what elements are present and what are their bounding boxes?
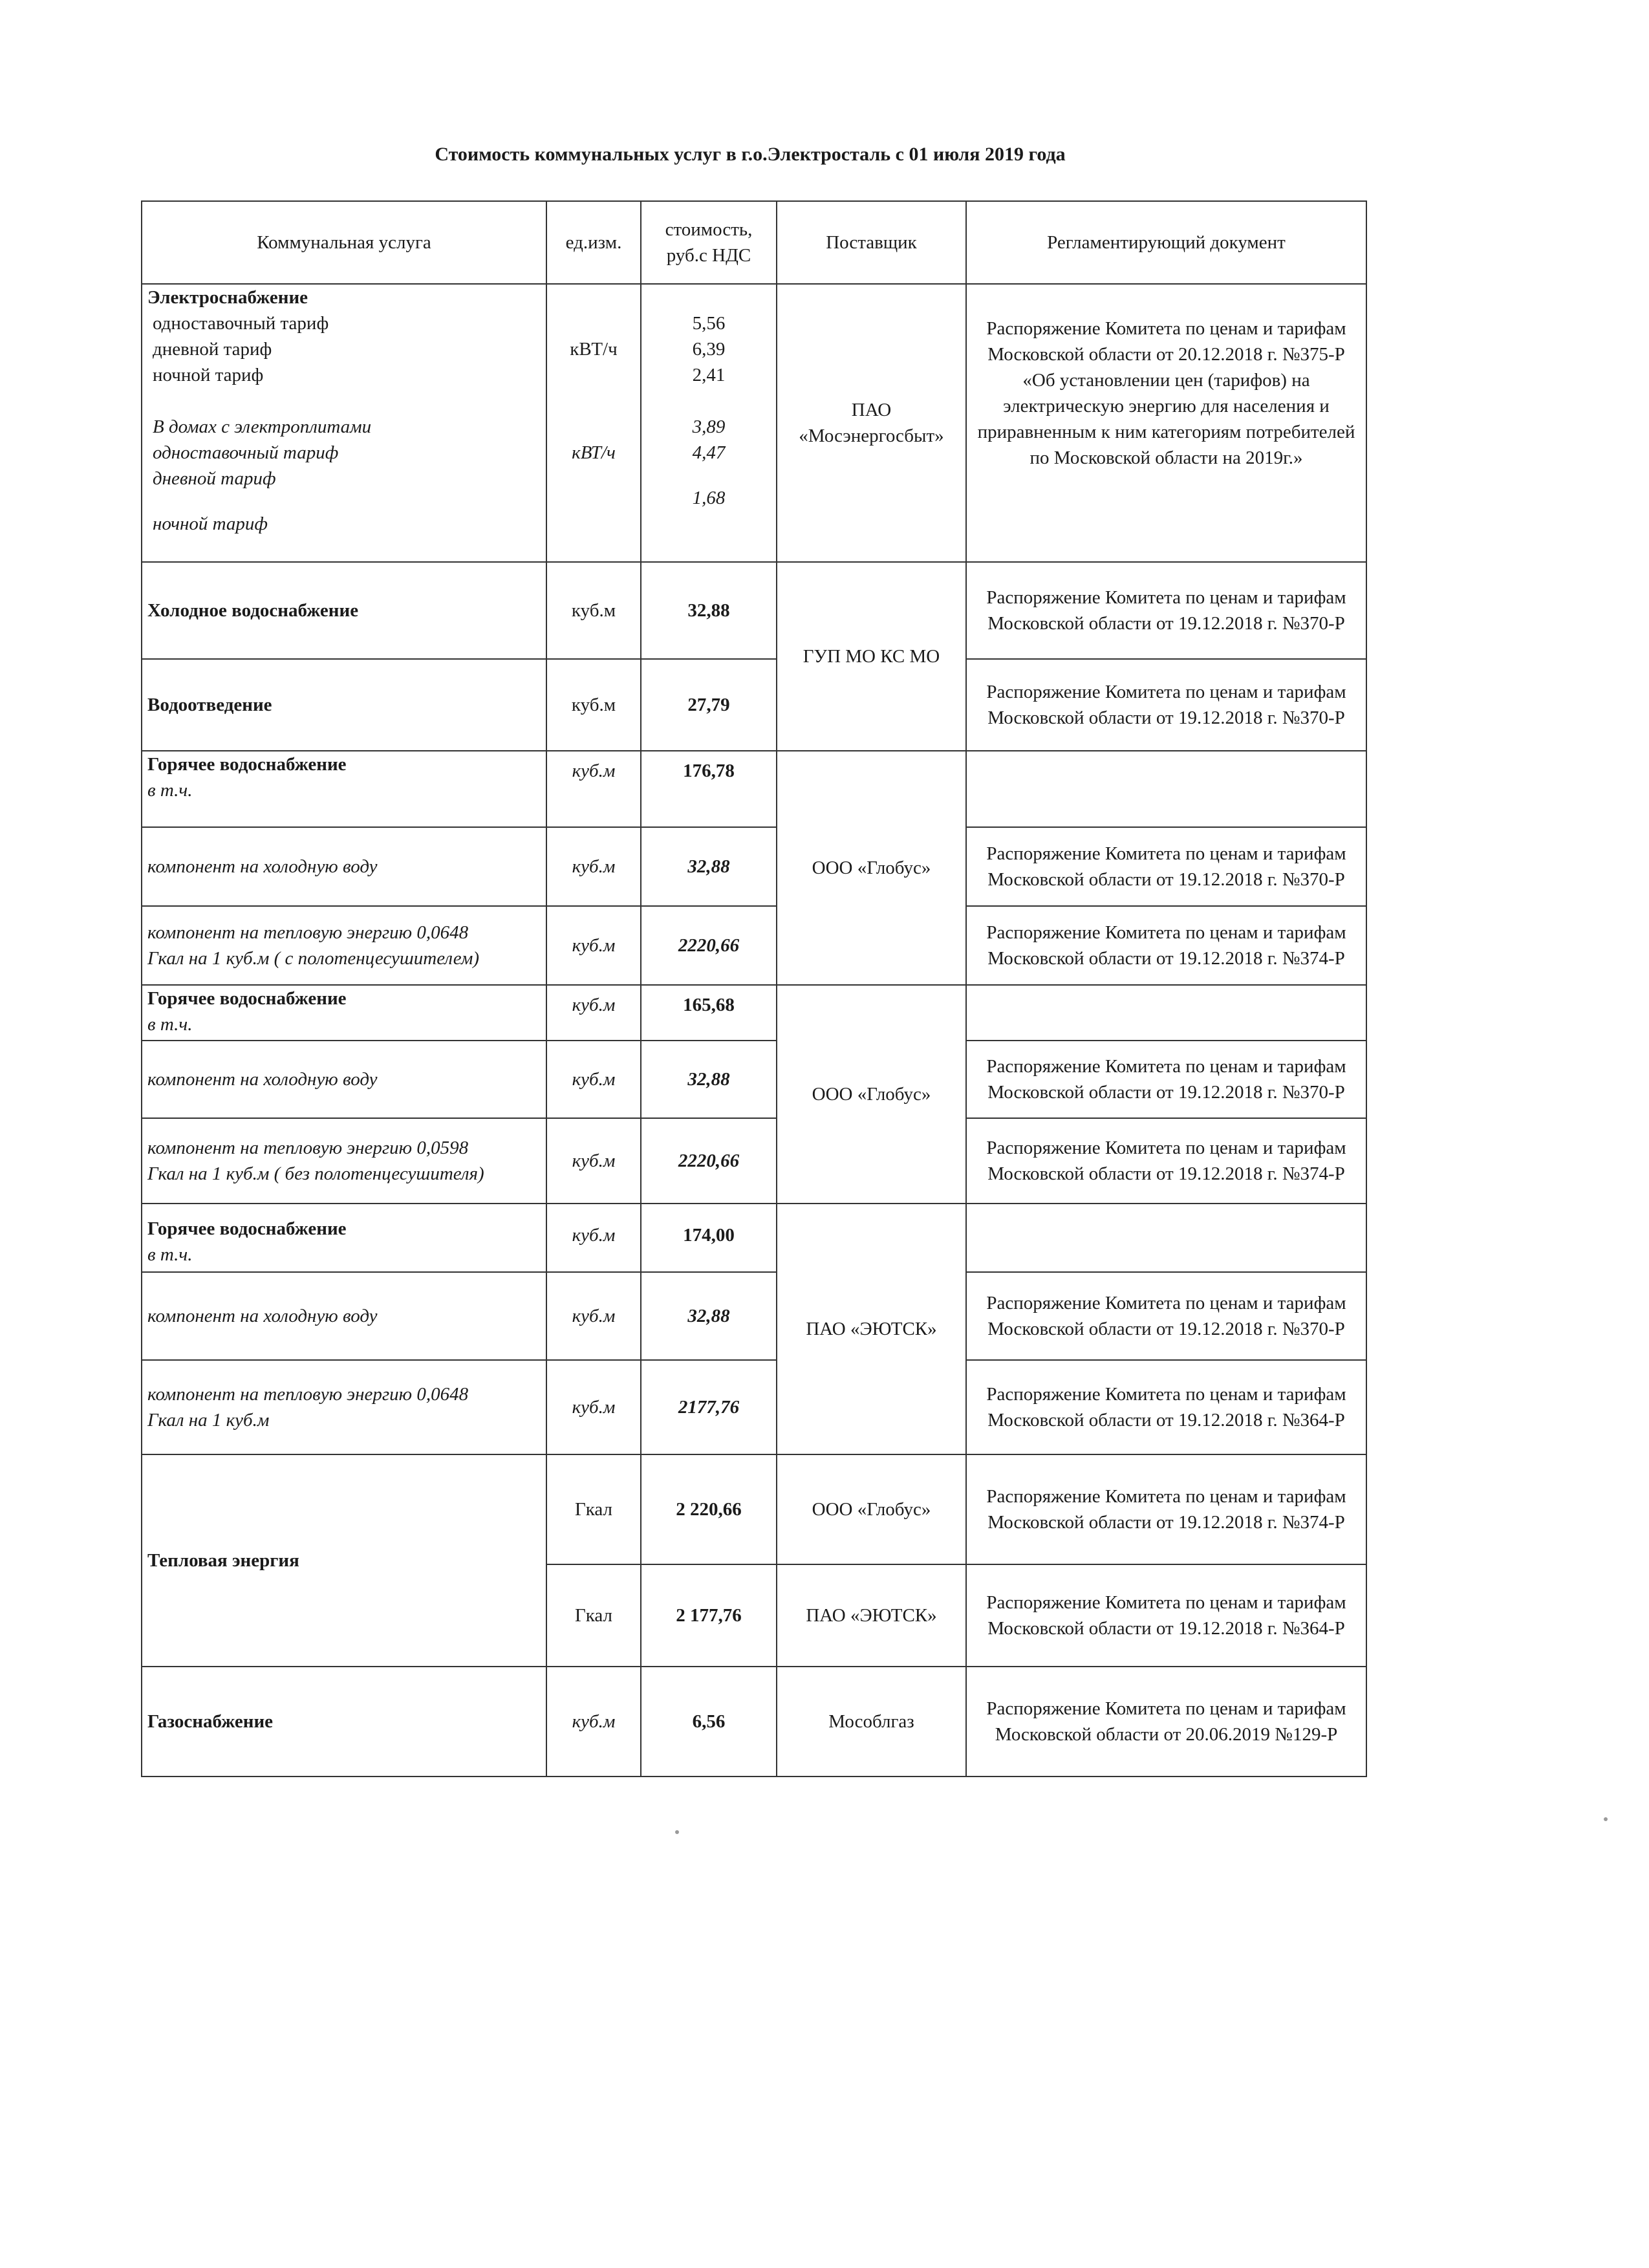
hw2-cold-unit: куб.м [546,1041,641,1118]
hw3-heat-price: 2177,76 [641,1360,777,1454]
hw3-heat-document: Распоряжение Комитета по ценам и тарифам Московской области от 19.12.2018 г. №364-Р [966,1360,1366,1454]
hw3-price: 174,00 [641,1204,777,1272]
water-supplier: ГУП МО КС МО [777,562,966,751]
table-row-cold-water [142,562,1366,659]
heat-eutsk-document: Распоряжение Комитета по ценам и тарифам Московской области от 19.12.2018 г. №364-Р [966,1564,1366,1667]
hw2-cold-price: 32,88 [641,1041,777,1118]
heat-name: Тепловая энергия [142,1454,546,1667]
hw3-supplier: ПАО «ЭЮТСК» [777,1204,966,1454]
table-row-hot-water-1 [142,751,1366,827]
hw2-price: 165,68 [641,985,777,1041]
heat-eutsk-supplier: ПАО «ЭЮТСК» [777,1564,966,1667]
hw2-heat-label-cell [142,1118,546,1204]
hw1-document-empty [966,751,1366,827]
electricity-stoves-price-night: 1,68 [692,488,726,508]
table-row-hot-water-3-heat [142,1360,1366,1454]
cold-water-price: 32,88 [641,562,777,659]
header-service: Коммунальная услуга [142,201,546,284]
hw2-unit: куб.м [546,985,641,1041]
electricity-price-single: 5,56 [692,313,726,334]
electricity-single-label: одноставочный тариф [153,313,329,334]
electricity-services-cell [142,284,546,562]
heat-globus-price: 2 220,66 [641,1454,777,1564]
hw2-heat-unit: куб.м [546,1118,641,1204]
hw3-heat-label-line2: Гкал на 1 куб.м [147,1410,270,1431]
table-row-hot-water-2-heat [142,1118,1366,1204]
hw1-cold-unit: куб.м [546,827,641,906]
gas-document: Распоряжение Комитета по ценам и тарифам Московской области от 20.06.2019 №129-Р [966,1667,1366,1777]
table-row-hot-water-1-heat [142,906,1366,985]
table-row-hot-water-2-cold [142,1041,1366,1118]
electricity-night-label: ночной тариф [153,365,264,385]
hw2-incl: в т.ч. [147,1014,193,1035]
hw1-price: 176,78 [641,751,777,827]
electricity-document: Распоряжение Комитета по ценам и тарифам Московской области от 20.12.2018 г. №375-Р «Об установлении цен (тарифов) на электрическую энергию для населения и приравненным к ним категориям потребителей по Московской области на 2019г.» [966,284,1366,562]
hw3-incl: в т.ч. [147,1244,193,1265]
hw3-name: Горячее водоснабжение [147,1218,347,1239]
table-row-hot-water-1-cold [142,827,1366,906]
gas-price: 6,56 [641,1667,777,1777]
header-price-line1: стоимость, [665,219,753,240]
hw3-cold-document: Распоряжение Комитета по ценам и тарифам Московской области от 19.12.2018 г. №370-Р [966,1272,1366,1360]
electricity-stoves-label: В домах с электроплитами [153,416,372,437]
scan-speck [1604,1817,1608,1821]
cold-water-unit: куб.м [546,562,641,659]
cold-water-name: Холодное водоснабжение [142,562,546,659]
hw2-document-empty [966,985,1366,1041]
hw2-heat-label-line2: Гкал на 1 куб.м ( без полотенцесушителя) [147,1163,484,1184]
table-row-heat-globus [142,1454,1366,1564]
table-row-drainage [142,659,1366,751]
hw3-cold-label: компонент на холодную воду [142,1272,546,1360]
scan-speck [675,1830,679,1834]
hw2-cold-label: компонент на холодную воду [142,1041,546,1118]
hw3-cold-unit: куб.м [546,1272,641,1360]
electricity-stoves-unit: кВТ/ч [572,442,616,463]
drainage-unit: куб.м [546,659,641,751]
electricity-supplier-line1: ПАО [851,400,892,420]
electricity-day-label: дневной тариф [153,339,272,360]
hw2-name-cell [142,985,546,1041]
electricity-supplier-line2: «Мосэнергосбыт» [799,426,944,446]
hw1-heat-price: 2220,66 [641,906,777,985]
table-row-hot-water-2 [142,985,1366,1041]
electricity-stoves-day-label: дневной тариф [153,468,276,489]
header-document: Регламентирующий документ [966,201,1366,284]
electricity-stoves-price-day: 4,47 [692,442,726,463]
hw1-heat-label-line1: компонент на тепловую энергию 0,0648 [147,922,469,943]
electricity-unit: кВТ/ч [570,339,618,360]
hw1-supplier: ООО «Глобус» [777,751,966,985]
gas-supplier: Мособлгаз [777,1667,966,1777]
hw3-heat-label-line1: компонент на тепловую энергию 0,0648 [147,1384,469,1405]
hw3-document-empty [966,1204,1366,1272]
gas-unit: куб.м [546,1667,641,1777]
electricity-supplier-cell [777,284,966,562]
hw2-heat-price: 2220,66 [641,1118,777,1204]
hw3-name-cell [142,1204,546,1272]
header-price-line2: руб.с НДС [666,245,751,266]
table-row-hot-water-3-cold [142,1272,1366,1360]
hw1-heat-label-line2: Гкал на 1 куб.м ( с полотенцесушителем) [147,948,480,969]
hw1-cold-document: Распоряжение Комитета по ценам и тарифам Московской области от 19.12.2018 г. №370-Р [966,827,1366,906]
drainage-document: Распоряжение Комитета по ценам и тарифам Московской области от 19.12.2018 г. №370-Р [966,659,1366,751]
header-price [641,201,777,284]
hw3-unit: куб.м [546,1204,641,1272]
hw2-heat-label-line1: компонент на тепловую энергию 0,0598 [147,1138,469,1158]
electricity-stoves-price-single: 3,89 [692,416,726,437]
table-row-gas [142,1667,1366,1777]
electricity-price-day: 6,39 [692,339,726,360]
heat-globus-unit: Гкал [546,1454,641,1564]
hw1-unit: куб.м [546,751,641,827]
electricity-stoves-single-label: одноставочный тариф [153,442,339,463]
heat-eutsk-price: 2 177,76 [641,1564,777,1667]
header-row [142,201,1366,284]
tariffs-table [141,200,1367,1777]
drainage-price: 27,79 [641,659,777,751]
heat-eutsk-unit: Гкал [546,1564,641,1667]
hw3-heat-unit: куб.м [546,1360,641,1454]
electricity-price-cell [641,284,777,562]
hw1-incl: в т.ч. [147,780,193,801]
header-supplier: Поставщик [777,201,966,284]
table-row-electricity [142,284,1366,562]
hw1-heat-unit: куб.м [546,906,641,985]
hw3-cold-price: 32,88 [641,1272,777,1360]
hw1-name: Горячее водоснабжение [147,754,347,775]
hw1-cold-label: компонент на холодную воду [142,827,546,906]
hw1-name-cell [142,751,546,827]
heat-globus-document: Распоряжение Комитета по ценам и тарифам Московской области от 19.12.2018 г. №374-Р [966,1454,1366,1564]
header-unit: ед.изм. [546,201,641,284]
hw2-supplier: ООО «Глобус» [777,985,966,1204]
heat-globus-supplier: ООО «Глобус» [777,1454,966,1564]
hw2-cold-document: Распоряжение Комитета по ценам и тарифам Московской области от 19.12.2018 г. №370-Р [966,1041,1366,1118]
electricity-name: Электроснабжение [147,287,308,308]
hw2-name: Горячее водоснабжение [147,988,347,1009]
gas-name: Газоснабжение [142,1667,546,1777]
hw3-heat-label-cell [142,1360,546,1454]
drainage-name: Водоотведение [142,659,546,751]
table-row-hot-water-3 [142,1204,1366,1272]
cold-water-document: Распоряжение Комитета по ценам и тарифам Московской области от 19.12.2018 г. №370-Р [966,562,1366,659]
document-title: Стоимость коммунальных услуг в г.о.Электросталь с 01 июля 2019 года [435,144,1066,165]
electricity-unit-cell [546,284,641,562]
electricity-price-night: 2,41 [692,365,726,385]
hw2-heat-document: Распоряжение Комитета по ценам и тарифам Московской области от 19.12.2018 г. №374-Р [966,1118,1366,1204]
hw1-cold-price: 32,88 [641,827,777,906]
hw1-heat-label-cell [142,906,546,985]
hw1-heat-document: Распоряжение Комитета по ценам и тарифам Московской области от 19.12.2018 г. №374-Р [966,906,1366,985]
electricity-stoves-night-label: ночной тариф [153,513,268,534]
